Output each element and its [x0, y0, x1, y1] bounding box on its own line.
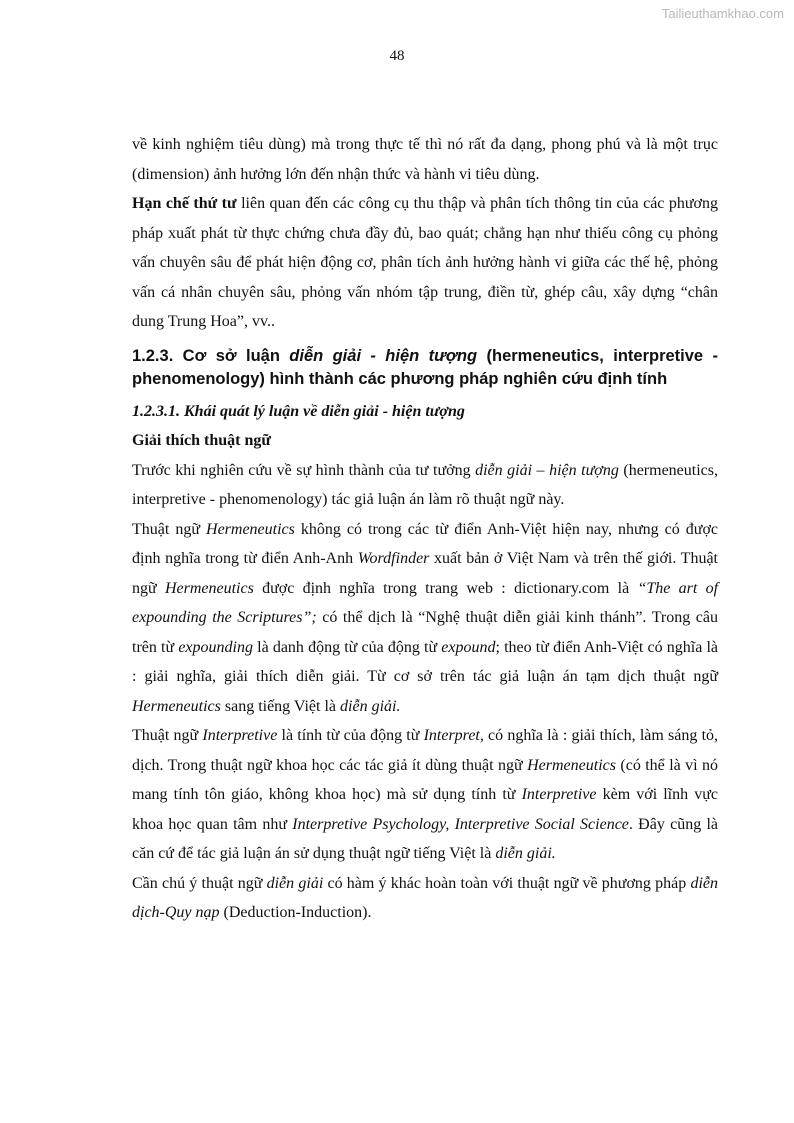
bold-lead: Hạn chế thứ tư	[132, 195, 237, 212]
paragraph-continuation: về kinh nghiệm tiêu dùng) mà trong thực tế thì nó rất đa dạng, phong phú và là một trục (dimension) ảnh hưởng lớn đến nhận thức và hành vi tiêu dùng.	[132, 136, 718, 183]
text-run: Cần chú ý thuật ngữ	[132, 874, 267, 892]
text-run: là danh động từ của động từ	[252, 638, 442, 656]
text-run: có nghĩa là : giải thích, làm sáng tỏ, dịch. Trong thuật ngữ khoa học các tác giả ít dùng thuật ngữ	[132, 727, 719, 774]
italic-term: Interpret,	[423, 727, 484, 744]
paragraph-note	[132, 869, 718, 928]
heading-italic: diễn giải - hiện tượng	[289, 346, 478, 365]
paragraph-limitation-four	[132, 189, 718, 337]
document-body	[132, 130, 718, 928]
text-run: Thuật ngữ	[132, 727, 203, 744]
watermark: Tailieuthamkhao.com	[661, 6, 784, 21]
section-heading	[132, 345, 718, 391]
heading-text: 1.2.3. Cơ sở luận	[132, 346, 290, 365]
italic-term: diễn giải.	[340, 697, 401, 715]
italic-term: diễn giải – hiện tượng	[475, 461, 619, 479]
page-number: 48	[389, 48, 405, 64]
text-run: kèm với lĩnh vực khoa học quan tâm như	[132, 786, 718, 833]
italic-term: expounding	[178, 638, 253, 656]
text-run: có thể dịch là “Nghệ thuật diễn giải kinh thánh”. Trong câu trên từ	[132, 609, 718, 656]
italic-term: diễn giải.	[495, 845, 556, 862]
italic-term: Hermeneutics	[164, 579, 254, 597]
paragraph-hermeneutics	[132, 515, 718, 722]
italic-term: Interpretive	[202, 727, 278, 744]
text-run: không có trong các từ điển Anh-Việt hiện nay, nhưng có được định nghĩa trong từ điển Anh-Anh	[132, 520, 719, 567]
text-run: (hermeneutics, interpretive - phenomenology) tác giả luận án làm rõ thuật ngữ này.	[132, 461, 718, 508]
italic-term: expound	[441, 638, 496, 656]
italic-term: Hermeneutics	[527, 756, 616, 774]
text-run: xuất bản ở Việt Nam và trên thế giới. Thuật ngữ	[132, 550, 718, 597]
italic-term: diễn dịch-Quy nạp	[132, 874, 718, 921]
term-heading: Giải thích thuật ngữ	[132, 432, 271, 449]
italic-term: diễn giải	[266, 874, 324, 892]
text-run: . Đây cũng là căn cứ để tác giả luận án sử dụng thuật ngữ tiếng Việt là	[132, 815, 718, 862]
text-run: có hàm ý khác hoàn toàn với thuật ngữ về phương pháp	[323, 874, 691, 892]
italic-term: Interpretive	[521, 786, 597, 803]
italic-term: “The art of expounding the Scriptures”;	[132, 579, 719, 626]
text-run: (có thể là vì nó mang tính tôn giáo, không khoa học) mà sử dụng tính từ	[132, 756, 719, 803]
subsection-heading: 1.2.3.1. Khái quát lý luận về diễn giải - hiện tượng	[132, 402, 465, 420]
italic-term: Interpretive Psychology, Interpretive Social Science	[292, 815, 629, 833]
italic-term: Hermeneutics	[206, 520, 295, 538]
text-run: sang tiếng Việt là	[220, 697, 341, 715]
italic-term: Wordfinder	[357, 550, 430, 567]
text-run: Trước khi nghiên cứu về sự hình thành của tư tưởng	[132, 461, 476, 479]
text-run: (Deduction-Induction).	[219, 904, 372, 921]
paragraph-intro	[132, 456, 718, 515]
paragraph-interpretive	[132, 721, 718, 869]
text-run: là tính từ của động từ	[277, 727, 424, 744]
text-run: được định nghĩa trong trang web : dictionary.com là	[253, 579, 638, 597]
text-run: Thuật ngữ	[132, 520, 207, 538]
italic-term: Hermeneutics	[132, 697, 221, 715]
text-run: liên quan đến các công cụ thu thập và phân tích thông tin của các phương pháp xuất phát từ thực chứng chưa đầy đủ, bao quát; chẳng hạn như thiếu công cụ phỏng vấn chuyên sâu để phát hiện động cơ, phân tích ảnh hưởng hành vi giữa các thế hệ, phỏng vấn cá nhân chuyên sâu, phỏng vấn nhóm tập trung, điền từ, ghép câu, xây dựng “chân dung Trung Hoa”, vv..	[132, 195, 719, 330]
text-run: ; theo từ điển Anh-Việt có nghĩa là : giải nghĩa, giải thích diễn giải. Từ cơ sở trên tác giả luận án tạm dịch thuật ngữ	[132, 638, 719, 685]
heading-text: (hermeneutics, interpretive - phenomenology) hình thành các phương pháp nghiên cứu định tính	[132, 346, 718, 388]
